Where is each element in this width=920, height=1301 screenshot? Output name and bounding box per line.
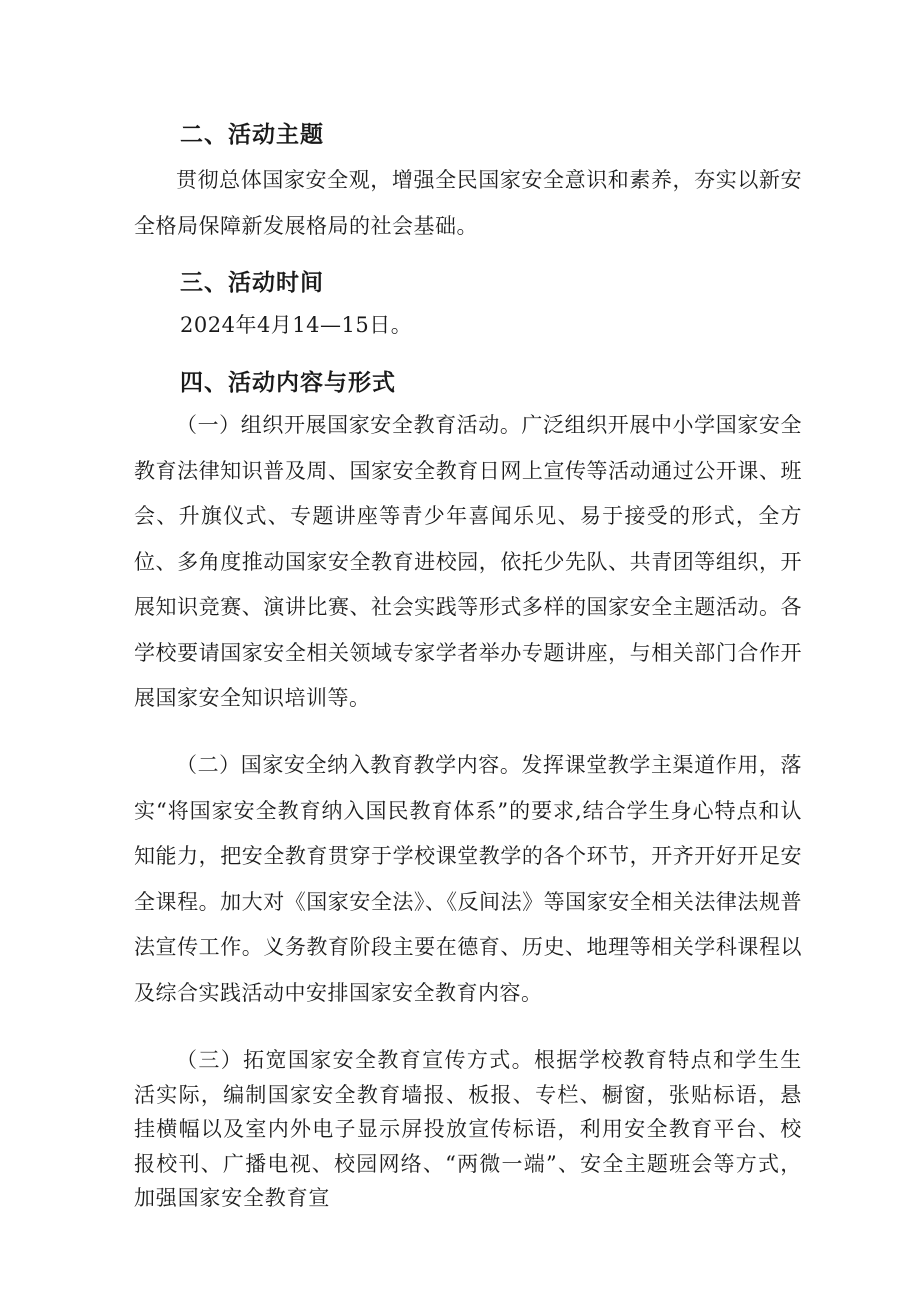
section-heading-time: 三、活动时间 (180, 270, 324, 296)
section-heading-theme: 二、活动主题 (180, 122, 324, 148)
paragraph-item-1: （一）组织开展国家安全教育活动。广泛组织开展中小学国家安全教育法律知识普及周、国家安全教育日网上宣传等活动通过公开课、班会、升旗仪式、专题讲座等青少年喜闻乐见、易于接受的形式，全方位、多角度推动国家安全教育进校园，依托少先队、共青团等组织，开展知识竞赛、演讲比赛、社会实践等形式多样的国家安全主题活动。各学校要请国家安全相关领域专家学者举办专题讲座，与相关部门合作开展国家安全知识培训等。 (134, 413, 802, 710)
section-heading-content: 四、活动内容与形式 (180, 370, 396, 396)
paragraph-time: 2024年4月14—15日。 (180, 313, 413, 337)
paragraph-item-3: （三）拓宽国家安全教育宣传方式。根据学校教育特点和学生生活实际，编制国家安全教育墙报、板报、专栏、橱窗，张贴标语，悬挂横幅以及室内外电子显示屏投放宣传标语，利用安全教育平台、校报校刊、广播电视、校园网络、“两微一端”、安全主题班会等方式，加强国家安全教育宣 (134, 1048, 802, 1210)
paragraph-item-2: （二）国家安全纳入教育教学内容。发挥课堂教学主渠道作用，落实“将国家安全教育纳入国民教育体系”的要求,结合学生身心特点和认知能力，把安全教育贯穿于学校课堂教学的各个环节，开齐开好开足安全课程。加大对《国家安全法》、《反间法》等国家安全相关法律法规普法宣传工作。义务教育阶段主要在德育、历史、地理等相关学科课程以及综合实践活动中安排国家安全教育内容。 (134, 753, 802, 1005)
paragraph-theme: 贯彻总体国家安全观，增强全民国家安全意识和素养，夯实以新安全格局保障新发展格局的社会基础。 (134, 168, 802, 238)
